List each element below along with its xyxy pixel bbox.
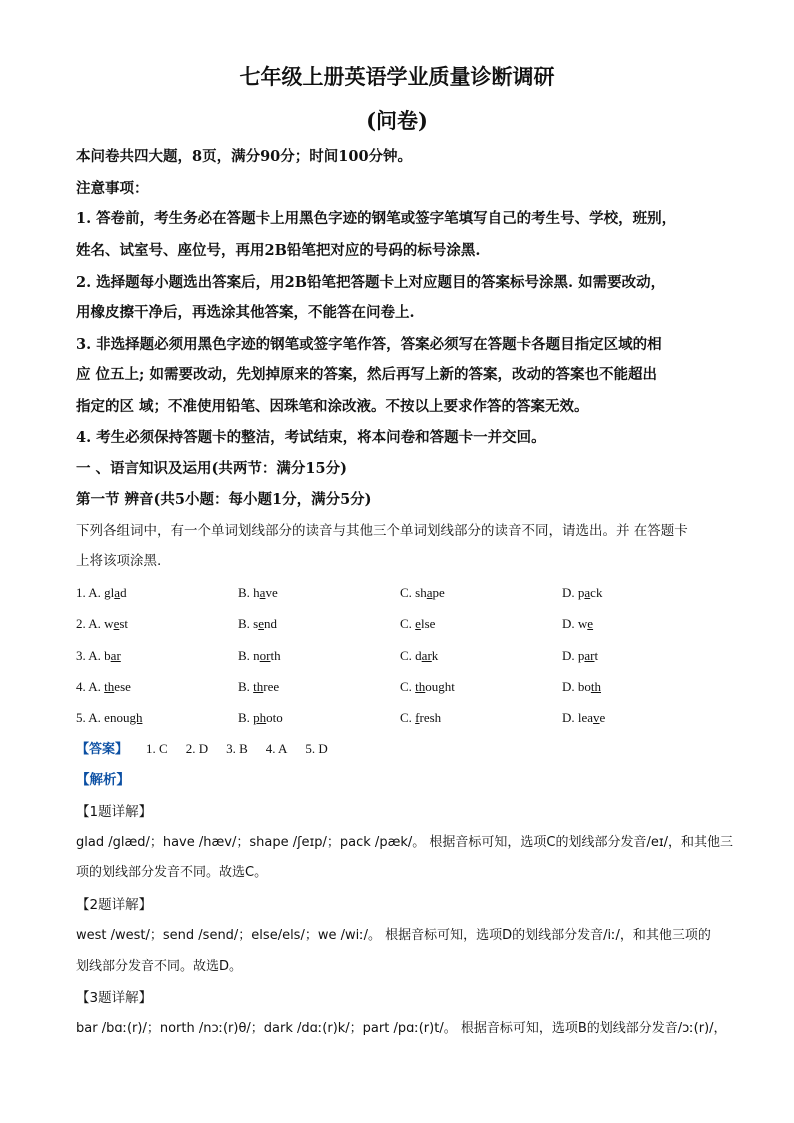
question-3-option-a: 3. A. bar <box>76 648 121 663</box>
detail-2-heading: 【2题详解】 <box>76 897 153 913</box>
question-3-option-b: B. north <box>238 648 281 663</box>
note-4-line-1: 4. 考生必须保持答题卡的整洁，考试结束，将本问卷和答题卡一并交回。 <box>76 429 546 446</box>
note-2-line-1: 2. 选择题每小题选出答案后，用2B铅笔把答题卡上对应题目的答案标号涂黑. 如需要改动， <box>76 274 666 291</box>
question-3-option-c: C. dark <box>400 648 439 663</box>
detail-3-heading: 【3题详解】 <box>76 990 153 1006</box>
detail-1-line-2: 项的划线部分发音不同。故选C。 <box>76 865 268 880</box>
detail-1-heading: 【1题详解】 <box>76 804 153 820</box>
question-4-option-b: B. three <box>238 679 280 694</box>
question-4-option-c: C. thought <box>400 679 455 694</box>
question-3-option-d: D. part <box>562 648 599 663</box>
answer-item: 2. D <box>185 741 209 756</box>
note-2-line-2: 用橡皮擦干净后，再选涂其他答案，不能答在问卷上. <box>76 304 415 321</box>
detail-2-line-1: west /west/；send /send/；else/els/；we /wiː/。 根据音标可知，选项D的划线部分发音/iː/，和其他三项的 <box>76 928 711 943</box>
question-1-option-d: D. pack <box>562 585 603 600</box>
answer-item: 3. B <box>226 741 248 756</box>
part-heading: 第一节 辨音(共5小题：每小题1分，满分5分) <box>76 491 372 508</box>
question-5-option-b: B. photo <box>238 710 283 725</box>
note-3-line-1: 3. 非选择题必须用黑色字迹的钢笔或签字笔作答，答案必须写在答题卡各题目指定区域的相 <box>76 336 662 353</box>
question-5-option-c: C. fresh <box>400 710 442 725</box>
note-3-line-3: 指定的区 域；不准使用铅笔、因珠笔和涂改液。不按以上要求作答的答案无效。 <box>76 398 589 415</box>
answer-item: 5. D <box>305 741 328 756</box>
answer-tag: 【答案】 <box>76 742 129 757</box>
note-3-line-2: 应 位五上; 如需要改动，先划掉原来的答案，然后再写上新的答案，改动的答案也不能超出 <box>76 366 657 383</box>
answer-line <box>76 739 328 760</box>
document-subtitle: (问卷) <box>366 108 428 133</box>
detail-3-line-1: bar /bɑː(r)/；north /nɔː(r)θ/；dark /dɑː(r)k/；part /pɑː(r)t/。 根据音标可知，选项B的划线部分发音/ɔː(r)/， <box>76 1021 727 1036</box>
question-4-option-d: D. both <box>562 679 602 694</box>
document-title: 七年级上册英语学业质量诊断调研 <box>239 64 555 89</box>
question-1-option-a: 1. A. glad <box>76 585 127 600</box>
answer-item: 4. A <box>265 741 288 756</box>
note-1-line-2: 姓名、试室号、座位号，再用2B铅笔把对应的号码的标号涂黑. <box>76 242 481 259</box>
question-4-option-a: 4. A. these <box>76 679 131 694</box>
instructions-line-1: 下列各组词中，有一个单词划线部分的读音与其他三个单词划线部分的读音不同，请选出。并 在答题卡 <box>76 523 688 539</box>
detail-2-line-2: 划线部分发音不同。故选D。 <box>76 959 243 974</box>
question-2-option-b: B. send <box>238 616 278 631</box>
section-heading: 一 、语言知识及运用(共两节：满分15分) <box>76 460 347 477</box>
notes-heading: 注意事项： <box>76 180 149 197</box>
question-2-option-d: D. we <box>562 616 594 631</box>
question-5-option-d: D. leave <box>562 710 606 725</box>
note-1-line-1: 1. 答卷前，考生务必在答题卡上用黑色字迹的钢笔或签字笔填写自己的考生号、学校，班别， <box>76 210 677 227</box>
answer-item: 1. C <box>146 741 168 756</box>
question-2-option-a: 2. A. west <box>76 616 129 631</box>
question-1-option-b: B. have <box>238 585 278 600</box>
question-2-option-c: C. else <box>400 616 436 631</box>
intro-text: 本问卷共四大题，8页，满分90分；时间100分钟。 <box>76 148 413 165</box>
instructions-line-2: 上将该项涂黑. <box>76 553 162 569</box>
question-1-option-c: C. shape <box>400 585 445 600</box>
question-5-option-a: 5. A. enough <box>76 710 143 725</box>
analysis-tag: 【解析】 <box>76 772 130 788</box>
detail-1-line-1: glad /glæd/；have /hæv/；shape /ʃeɪp/；pack /pæk/。 根据音标可知，选项C的划线部分发音/eɪ/，和其他三 <box>76 835 734 850</box>
